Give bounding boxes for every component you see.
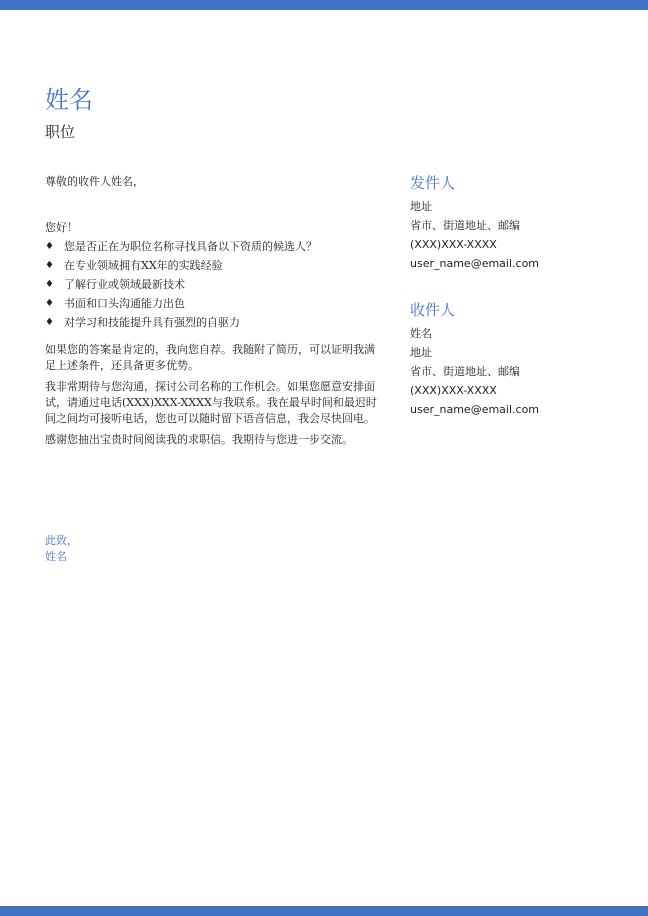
recipient-phone: (XXX)XXX-XXXX [410,384,497,397]
diamond-bullet-icon: ♦ [45,298,54,309]
applicant-name: 姓名 [45,86,93,114]
sender-city: 省市、街道地址、邮编 [410,219,520,232]
paragraph-self-recommendation: 如果您的答案是肯定的，我向您自荐。我随附了简历，可以证明我满足上述条件，还具备更多优势。 [45,343,375,372]
list-item: ♦ 在专业领域拥有XX年的实践经验 [45,256,380,275]
signature-name: 姓名 [45,550,67,563]
diamond-bullet-icon: ♦ [45,241,54,252]
list-item: ♦ 了解行业或领域最新技术 [45,275,380,294]
diamond-bullet-icon: ♦ [45,317,54,328]
list-item: ♦ 您是否正在为职位名称寻找具备以下资质的候选人？ [45,237,380,256]
diamond-bullet-icon: ♦ [45,260,54,271]
salutation: 尊敬的收件人姓名， [45,175,144,188]
recipient-name: 姓名 [410,327,432,340]
position-title: 职位 [45,123,76,141]
sender-phone: (XXX)XXX-XXXX [410,238,497,251]
recipient-heading: 收件人 [410,301,456,319]
closing-block [45,533,78,565]
bottom-accent-bar [0,906,648,916]
sender-block [410,173,630,273]
list-item: ♦ 对学习和技能提升具有强烈的自驱力 [45,313,380,332]
paragraph-interview: 我非常期待与您沟通，探讨公司名称的工作机会。如果您愿意安排面试，请通过电话(XXX)XXX-XXXX与我联系。我在最早时间和最迟时间之间均可接听电话，您也可以随时留下语音信息，我会尽快回电。 [45,380,377,425]
sender-heading: 发件人 [410,174,456,192]
sender-address: 地址 [410,200,432,213]
letter-body [45,173,380,448]
greeting: 您好！ [45,221,78,234]
recipient-email: user_name@email.com [410,403,540,416]
recipient-city: 省市、街道地址、邮编 [410,365,520,378]
sender-email: user_name@email.com [410,257,540,270]
list-item: ♦ 书面和口头沟通能力出色 [45,294,380,313]
paragraph-thanks: 感谢您抽出宝贵时间阅读我的求职信。我期待与您进一步交流。 [45,433,353,446]
qualifications-list [45,237,380,332]
closing-phrase: 此致， [45,534,78,547]
diamond-bullet-icon: ♦ [45,279,54,290]
recipient-block [410,300,630,419]
top-accent-bar [0,0,648,10]
recipient-address: 地址 [410,346,432,359]
